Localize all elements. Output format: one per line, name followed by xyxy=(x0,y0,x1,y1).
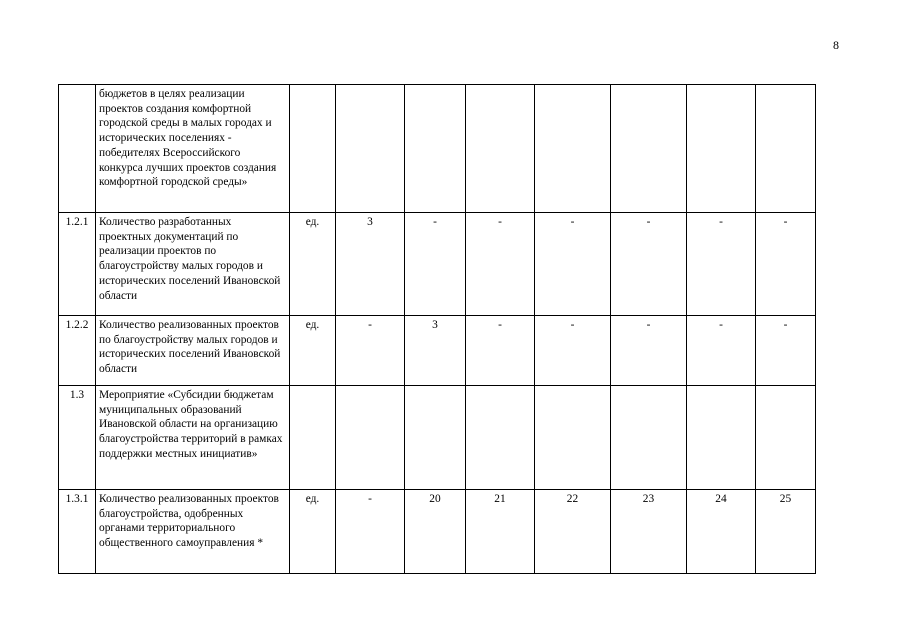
row-value xyxy=(336,85,405,213)
row-number: 1.2.1 xyxy=(59,213,96,316)
row-value: 25 xyxy=(756,490,816,574)
row-unit xyxy=(290,386,336,490)
row-value: - xyxy=(687,213,756,316)
row-value: - xyxy=(405,213,466,316)
row-value: 22 xyxy=(535,490,611,574)
row-name: бюджетов в целях реализации проектов создания комфортной городской среды в малых городах и исторических поселениях - победителях Всероссийского конкурса лучших проектов создания комфортной городской среды» xyxy=(96,85,290,213)
row-number: 1.3 xyxy=(59,386,96,490)
row-value: - xyxy=(611,213,687,316)
row-value xyxy=(535,386,611,490)
row-value xyxy=(611,85,687,213)
row-value: 23 xyxy=(611,490,687,574)
row-value: 3 xyxy=(336,213,405,316)
row-value xyxy=(687,85,756,213)
row-value xyxy=(687,386,756,490)
indicators-table xyxy=(58,84,816,574)
row-number xyxy=(59,85,96,213)
row-value: 21 xyxy=(466,490,535,574)
row-value: - xyxy=(535,213,611,316)
row-unit: ед. xyxy=(290,316,336,386)
row-number: 1.3.1 xyxy=(59,490,96,574)
row-value: - xyxy=(336,316,405,386)
row-name: Количество реализованных проектов по благоустройству малых городов и исторических поселений Ивановской области xyxy=(96,316,290,386)
row-value xyxy=(611,386,687,490)
row-number: 1.2.2 xyxy=(59,316,96,386)
table-row xyxy=(59,490,816,574)
row-value: - xyxy=(466,213,535,316)
row-value: - xyxy=(611,316,687,386)
table-row xyxy=(59,386,816,490)
table-row xyxy=(59,213,816,316)
row-value xyxy=(756,386,816,490)
row-name: Количество разработанных проектных документаций по реализации проектов по благоустройству малых городов и исторических поселений Ивановской области xyxy=(96,213,290,316)
row-value: - xyxy=(756,316,816,386)
table-row xyxy=(59,85,816,213)
row-value: - xyxy=(535,316,611,386)
row-value xyxy=(756,85,816,213)
table-row xyxy=(59,316,816,386)
row-unit: ед. xyxy=(290,490,336,574)
row-name: Количество реализованных проектов благоустройства, одобренных органами территориального общественного самоуправления * xyxy=(96,490,290,574)
row-value: 3 xyxy=(405,316,466,386)
row-value xyxy=(466,386,535,490)
row-value xyxy=(466,85,535,213)
row-name: Мероприятие «Субсидии бюджетам муниципальных образований Ивановской области на организацию благоустройства территорий в рамках поддержки местных инициатив» xyxy=(96,386,290,490)
row-unit xyxy=(290,85,336,213)
table-body xyxy=(59,85,816,574)
row-value xyxy=(405,85,466,213)
row-value: - xyxy=(466,316,535,386)
row-unit: ед. xyxy=(290,213,336,316)
row-value xyxy=(405,386,466,490)
row-value: - xyxy=(756,213,816,316)
row-value xyxy=(535,85,611,213)
page-number: 8 xyxy=(833,38,839,52)
row-value: 20 xyxy=(405,490,466,574)
row-value xyxy=(336,386,405,490)
row-value: - xyxy=(687,316,756,386)
row-value: - xyxy=(336,490,405,574)
row-value: 24 xyxy=(687,490,756,574)
